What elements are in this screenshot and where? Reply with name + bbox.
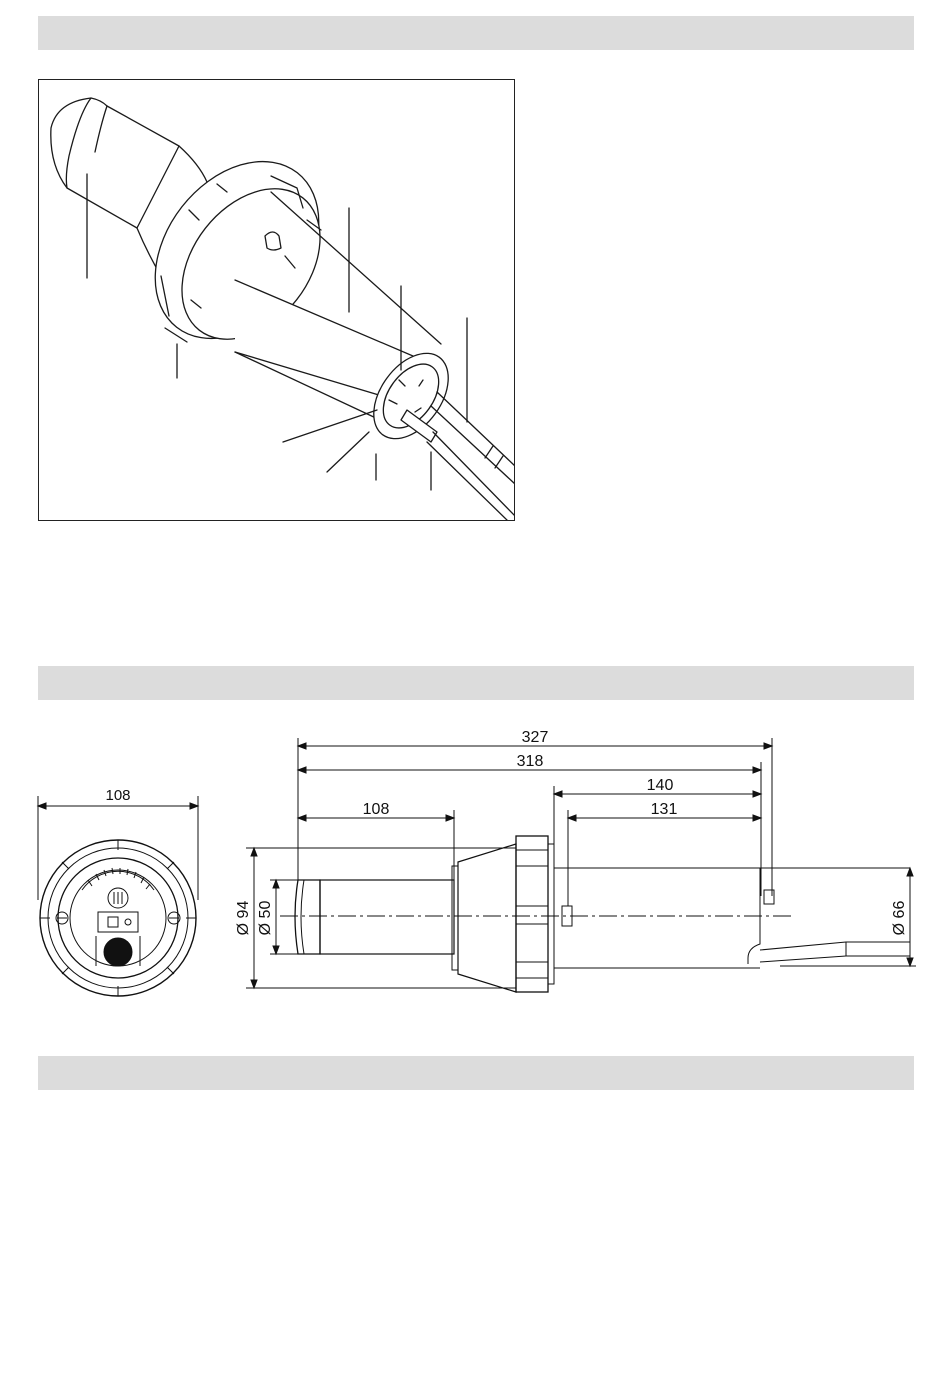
dimension-label-housing-diameter: Ø 94 (235, 900, 252, 936)
dimension-label-front-width: 108 (105, 787, 131, 804)
front-view-drawing (30, 780, 210, 1010)
product-overview-figure (38, 79, 515, 521)
dimension-label-nozzle-diameter: Ø 50 (257, 900, 274, 936)
dimension-label-rear-length-inner: 131 (650, 801, 678, 818)
section-header-bar (38, 16, 914, 50)
section-header-bar (38, 1056, 914, 1090)
side-view-drawing (220, 720, 920, 1005)
dimension-label-nozzle-length: 108 (362, 801, 390, 818)
dimension-label-overall-length: 327 (521, 729, 549, 746)
dimension-label-tube-diameter: Ø 66 (891, 900, 908, 936)
section-header-bar (38, 666, 914, 700)
dimension-label-housing-length: 318 (516, 753, 544, 770)
heat-gun-perspective-illustration (39, 80, 515, 521)
dimension-label-rear-length-outer: 140 (646, 777, 674, 794)
